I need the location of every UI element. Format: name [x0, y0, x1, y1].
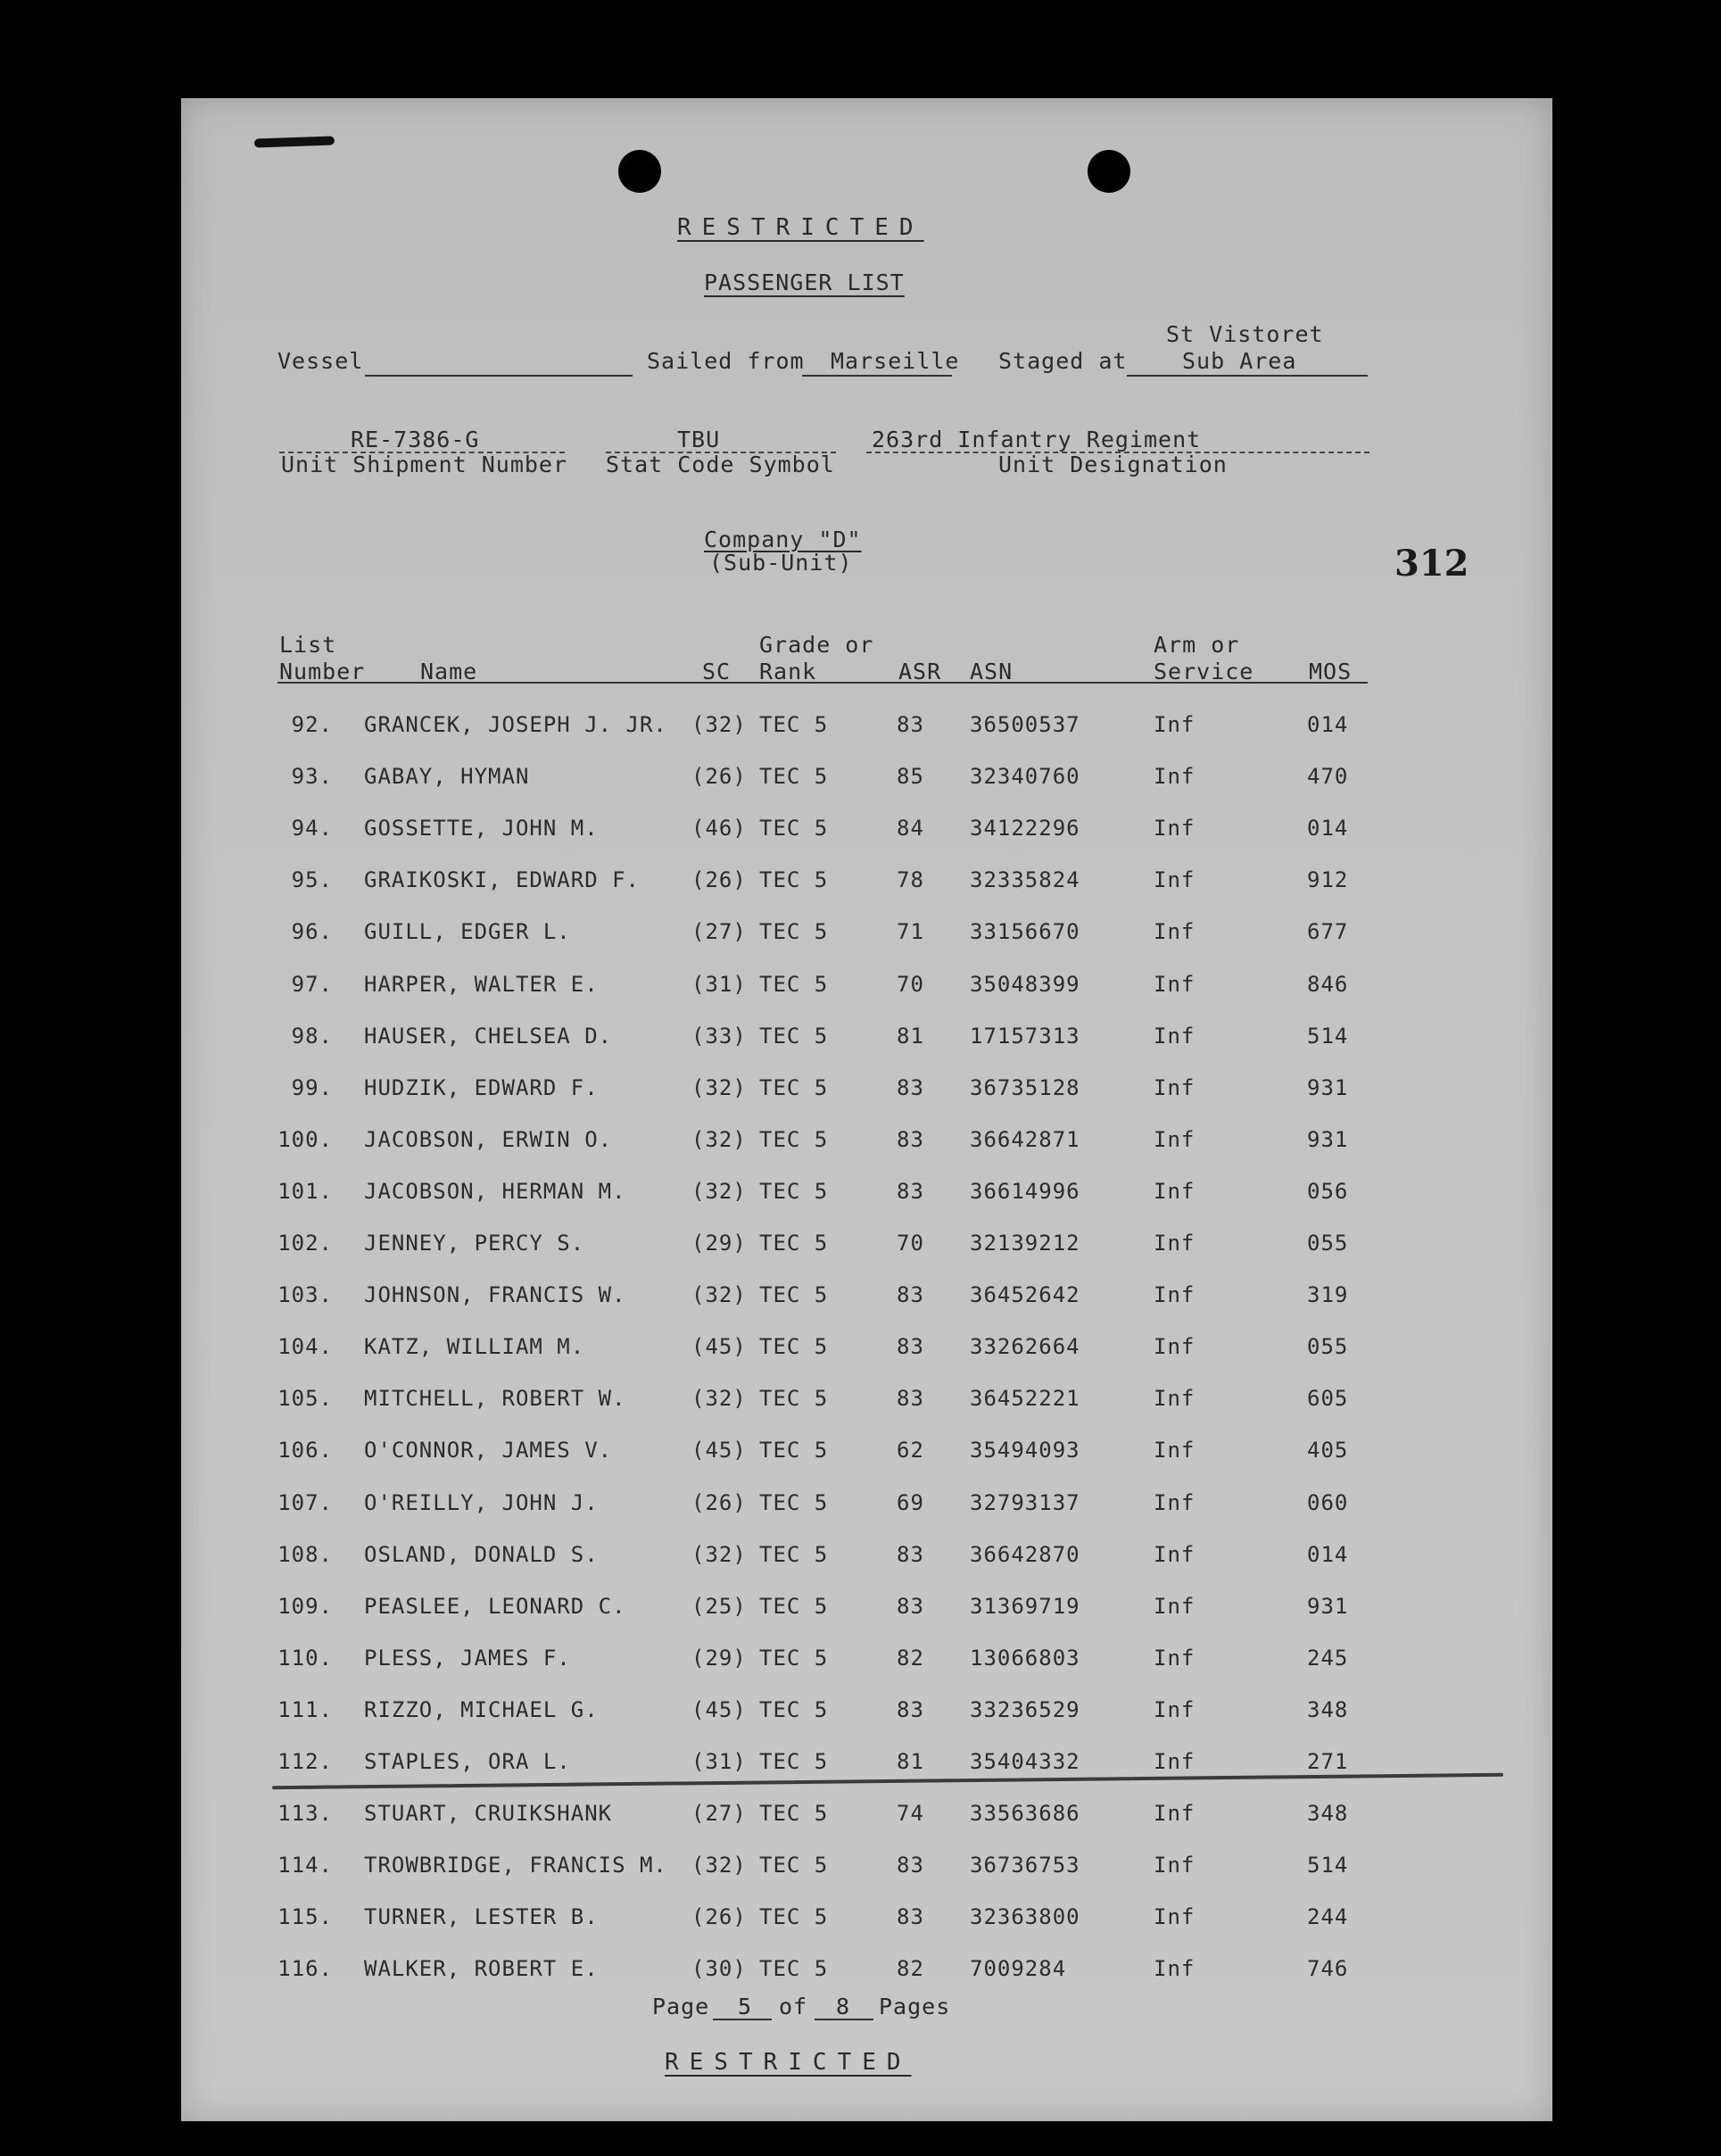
- list-number-cell: 115.: [277, 1904, 333, 1930]
- mos-cell: 470: [1307, 764, 1349, 790]
- asn-cell: 36452642: [970, 1282, 1080, 1308]
- ink-smudge: [254, 136, 335, 147]
- arm-service-cell: Inf: [1154, 1438, 1196, 1464]
- footer-page-total-line: [815, 2019, 873, 2020]
- list-number-cell: 108.: [277, 1541, 333, 1567]
- grade-cell: TEC 5: [759, 1178, 829, 1204]
- sc-code-cell: (25): [691, 1593, 747, 1619]
- grade-cell: TEC 5: [759, 1282, 829, 1308]
- sc-code-cell: (32): [691, 1126, 747, 1152]
- column-header-list-line2: Number: [279, 659, 366, 684]
- asr-cell: 83: [897, 1593, 924, 1619]
- asr-cell: 82: [897, 1956, 924, 1982]
- staged-at-value-line1: St Vistoret: [1166, 321, 1324, 347]
- mos-cell: 056: [1307, 1178, 1349, 1204]
- asn-cell: 32793137: [970, 1489, 1080, 1515]
- passenger-name-cell: TURNER, LESTER B.: [364, 1904, 599, 1930]
- table-row: [181, 1075, 1552, 1111]
- passenger-name-cell: O'CONNOR, JAMES V.: [364, 1438, 613, 1464]
- column-header-mos: MOS: [1309, 659, 1353, 684]
- mos-cell: 846: [1307, 971, 1349, 997]
- arm-service-cell: Inf: [1154, 764, 1196, 790]
- grade-cell: TEC 5: [759, 1593, 829, 1619]
- sc-code-cell: (27): [691, 1801, 747, 1827]
- asn-cell: 36642870: [970, 1541, 1080, 1567]
- mos-cell: 060: [1307, 1489, 1349, 1515]
- column-header-list-line1: List: [279, 632, 337, 658]
- arm-service-cell: Inf: [1154, 1126, 1196, 1152]
- footer-page-current-line: [713, 2019, 772, 2020]
- mos-cell: 405: [1307, 1438, 1349, 1464]
- sc-code-cell: (26): [691, 1489, 747, 1515]
- grade-cell: TEC 5: [759, 1438, 829, 1464]
- asr-cell: 83: [897, 1904, 924, 1930]
- mos-cell: 348: [1307, 1696, 1349, 1722]
- arm-service-cell: Inf: [1154, 1489, 1196, 1515]
- sc-code-cell: (33): [691, 1023, 747, 1049]
- passenger-name-cell: JACOBSON, HERMAN M.: [364, 1178, 626, 1204]
- arm-service-cell: Inf: [1154, 1749, 1196, 1774]
- mos-cell: 677: [1307, 919, 1349, 945]
- grade-cell: TEC 5: [759, 867, 829, 893]
- asr-cell: 83: [897, 1282, 924, 1308]
- restricted-top-label: RESTRICTED: [677, 214, 924, 241]
- table-row: [181, 1904, 1552, 1940]
- sc-code-cell: (31): [691, 1749, 747, 1774]
- passenger-name-cell: GRANCEK, JOSEPH J. JR.: [364, 712, 667, 737]
- sc-code-cell: (32): [691, 1178, 747, 1204]
- sc-code-cell: (32): [691, 1541, 747, 1567]
- asn-cell: 35404332: [970, 1749, 1080, 1774]
- list-number-cell: 111.: [277, 1696, 333, 1722]
- footer-page-total: 8: [836, 1994, 851, 2019]
- asr-cell: 83: [897, 1541, 924, 1567]
- shipment-number-label: Unit Shipment Number: [281, 452, 568, 477]
- asr-cell: 70: [897, 1231, 924, 1256]
- asn-cell: 35048399: [970, 971, 1080, 997]
- code-symbol-value: TBU: [677, 427, 721, 452]
- mos-cell: 244: [1307, 1904, 1349, 1930]
- passenger-name-cell: WALKER, ROBERT E.: [364, 1956, 599, 1982]
- grade-cell: TEC 5: [759, 1696, 829, 1722]
- sc-code-cell: (29): [691, 1645, 747, 1671]
- grade-cell: TEC 5: [759, 764, 829, 790]
- asn-cell: 13066803: [970, 1645, 1080, 1671]
- list-number-cell: 107.: [277, 1489, 333, 1515]
- asr-cell: 62: [897, 1438, 924, 1464]
- passenger-name-cell: GOSSETTE, JOHN M.: [364, 816, 599, 842]
- grade-cell: TEC 5: [759, 1541, 829, 1567]
- passenger-name-cell: RIZZO, MICHAEL G.: [364, 1696, 599, 1722]
- list-number-cell: 94.: [291, 816, 333, 842]
- mos-cell: 746: [1307, 1956, 1349, 1982]
- asr-cell: 81: [897, 1023, 924, 1049]
- passenger-name-cell: TROWBRIDGE, FRANCIS M.: [364, 1853, 667, 1878]
- grade-cell: TEC 5: [759, 1489, 829, 1515]
- passenger-name-cell: HAUSER, CHELSEA D.: [364, 1023, 613, 1049]
- asn-cell: 36735128: [970, 1074, 1080, 1100]
- column-header-grade-line2: Rank: [759, 659, 817, 684]
- grade-cell: TEC 5: [759, 1749, 829, 1774]
- table-row: [181, 764, 1552, 800]
- unit-designation-value: 263rd Infantry Regiment: [872, 427, 1202, 452]
- table-row: [181, 1231, 1552, 1266]
- list-number-cell: 103.: [277, 1282, 333, 1308]
- list-number-cell: 93.: [291, 764, 333, 790]
- grade-cell: TEC 5: [759, 712, 829, 737]
- passenger-name-cell: O'REILLY, JOHN J.: [364, 1489, 599, 1515]
- asr-cell: 83: [897, 1178, 924, 1204]
- grade-cell: TEC 5: [759, 1853, 829, 1878]
- code-symbol-label: Stat Code Symbol: [606, 452, 835, 477]
- table-row: [181, 919, 1552, 955]
- asr-cell: 83: [897, 1696, 924, 1722]
- passenger-name-cell: PEASLEE, LEONARD C.: [364, 1593, 626, 1619]
- footer-of-label: of: [779, 1994, 808, 2019]
- column-header-asr: ASR: [898, 659, 942, 684]
- restricted-bottom-label: RESTRICTED: [665, 2049, 912, 2076]
- passenger-name-cell: PLESS, JAMES F.: [364, 1645, 571, 1671]
- asn-cell: 31369719: [970, 1593, 1080, 1619]
- list-number-cell: 95.: [291, 867, 333, 893]
- mos-cell: 931: [1307, 1593, 1349, 1619]
- table-row: [181, 1853, 1552, 1888]
- asn-cell: 33236529: [970, 1696, 1080, 1722]
- passenger-name-cell: OSLAND, DONALD S.: [364, 1541, 599, 1567]
- asr-cell: 85: [897, 764, 924, 790]
- table-row: [181, 1594, 1552, 1629]
- mos-cell: 931: [1307, 1074, 1349, 1100]
- list-number-cell: 104.: [277, 1334, 333, 1360]
- sailed-from-label: Sailed from: [647, 348, 805, 374]
- sc-code-cell: (45): [691, 1438, 747, 1464]
- arm-service-cell: Inf: [1154, 971, 1196, 997]
- arm-service-cell: Inf: [1154, 1593, 1196, 1619]
- arm-service-cell: Inf: [1154, 1178, 1196, 1204]
- grade-cell: TEC 5: [759, 1023, 829, 1049]
- grade-cell: TEC 5: [759, 971, 829, 997]
- asn-cell: 36614996: [970, 1178, 1080, 1204]
- table-row: [181, 1490, 1552, 1526]
- footer-page-current: 5: [738, 1994, 753, 2019]
- column-header-sc: SC: [702, 659, 732, 684]
- sc-code-cell: (29): [691, 1231, 747, 1256]
- list-number-cell: 100.: [277, 1126, 333, 1152]
- grade-cell: TEC 5: [759, 1801, 829, 1827]
- arm-service-cell: Inf: [1154, 1541, 1196, 1567]
- mos-cell: 348: [1307, 1801, 1349, 1827]
- sc-code-cell: (45): [691, 1696, 747, 1722]
- sc-code-cell: (32): [691, 1074, 747, 1100]
- asr-cell: 69: [897, 1489, 924, 1515]
- vessel-label: Vessel: [277, 348, 364, 374]
- mos-cell: 931: [1307, 1126, 1349, 1152]
- grade-cell: TEC 5: [759, 1645, 829, 1671]
- list-number-cell: 96.: [291, 919, 333, 945]
- arm-service-cell: Inf: [1154, 1023, 1196, 1049]
- sc-code-cell: (32): [691, 1282, 747, 1308]
- grade-cell: TEC 5: [759, 1904, 829, 1930]
- sc-code-cell: (32): [691, 712, 747, 737]
- arm-service-cell: Inf: [1154, 1231, 1196, 1256]
- list-number-cell: 106.: [277, 1438, 333, 1464]
- asn-cell: 32340760: [970, 764, 1080, 790]
- grade-cell: TEC 5: [759, 1386, 829, 1412]
- passenger-name-cell: MITCHELL, ROBERT W.: [364, 1386, 626, 1412]
- unit-designation-label: Unit Designation: [998, 452, 1228, 477]
- sc-code-cell: (27): [691, 919, 747, 945]
- table-row: [181, 1334, 1552, 1370]
- passenger-name-cell: HARPER, WALTER E.: [364, 971, 599, 997]
- staged-at-field: [1127, 375, 1368, 377]
- asr-cell: 70: [897, 971, 924, 997]
- passenger-name-cell: STUART, CRUIKSHANK: [364, 1801, 613, 1827]
- document-title: PASSENGER LIST: [704, 270, 905, 295]
- column-header-arm-line2: Service: [1154, 659, 1254, 684]
- table-row: [181, 1438, 1552, 1473]
- asn-cell: 34122296: [970, 816, 1080, 842]
- sc-code-cell: (46): [691, 816, 747, 842]
- asr-cell: 83: [897, 1334, 924, 1360]
- asn-cell: 36500537: [970, 712, 1080, 737]
- asn-cell: 32335824: [970, 867, 1080, 893]
- passenger-name-cell: STAPLES, ORA L.: [364, 1749, 571, 1774]
- list-number-cell: 113.: [277, 1801, 333, 1827]
- table-row: [181, 1386, 1552, 1422]
- arm-service-cell: Inf: [1154, 1334, 1196, 1360]
- asr-cell: 83: [897, 1853, 924, 1878]
- asn-cell: 7009284: [970, 1956, 1067, 1982]
- vessel-field: [365, 375, 633, 377]
- list-number-cell: 97.: [291, 971, 333, 997]
- passenger-name-cell: JOHNSON, FRANCIS W.: [364, 1282, 626, 1308]
- arm-service-cell: Inf: [1154, 816, 1196, 842]
- asr-cell: 83: [897, 1386, 924, 1412]
- mos-cell: 319: [1307, 1282, 1349, 1308]
- mos-cell: 514: [1307, 1853, 1349, 1878]
- sailed-from-value: Marseille: [831, 348, 960, 374]
- table-row: [181, 1127, 1552, 1163]
- arm-service-cell: Inf: [1154, 919, 1196, 945]
- table-row: [181, 1697, 1552, 1733]
- list-number-cell: 116.: [277, 1956, 333, 1982]
- passenger-name-cell: GRAIKOSKI, EDWARD F.: [364, 867, 640, 893]
- table-row: [181, 972, 1552, 1008]
- arm-service-cell: Inf: [1154, 1282, 1196, 1308]
- table-row: [181, 1646, 1552, 1681]
- mos-cell: 055: [1307, 1231, 1349, 1256]
- sc-code-cell: (31): [691, 971, 747, 997]
- list-number-cell: 112.: [277, 1749, 333, 1774]
- mos-cell: 014: [1307, 1541, 1349, 1567]
- asn-cell: 33262664: [970, 1334, 1080, 1360]
- grade-cell: TEC 5: [759, 1231, 829, 1256]
- asn-cell: 35494093: [970, 1438, 1080, 1464]
- grade-cell: TEC 5: [759, 1956, 829, 1982]
- shipment-number-value: RE-7386-G: [351, 427, 480, 452]
- arm-service-cell: Inf: [1154, 867, 1196, 893]
- arm-service-cell: Inf: [1154, 1853, 1196, 1878]
- passenger-name-cell: KATZ, WILLIAM M.: [364, 1334, 585, 1360]
- arm-service-cell: Inf: [1154, 1074, 1196, 1100]
- asr-cell: 82: [897, 1645, 924, 1671]
- mos-cell: 014: [1307, 816, 1349, 842]
- passenger-name-cell: HUDZIK, EDWARD F.: [364, 1074, 599, 1100]
- asr-cell: 83: [897, 1126, 924, 1152]
- column-header-name: Name: [420, 659, 478, 684]
- table-row: [181, 1801, 1552, 1837]
- sc-code-cell: (26): [691, 764, 747, 790]
- list-number-cell: 110.: [277, 1645, 333, 1671]
- mos-cell: 014: [1307, 712, 1349, 737]
- asn-cell: 36452221: [970, 1386, 1080, 1412]
- arm-service-cell: Inf: [1154, 1386, 1196, 1412]
- grade-cell: TEC 5: [759, 1334, 829, 1360]
- asr-cell: 84: [897, 816, 924, 842]
- sc-code-cell: (26): [691, 867, 747, 893]
- list-number-cell: 102.: [277, 1231, 333, 1256]
- asn-cell: 36736753: [970, 1853, 1080, 1878]
- mos-cell: 245: [1307, 1645, 1349, 1671]
- passenger-name-cell: JACOBSON, ERWIN O.: [364, 1126, 613, 1152]
- passenger-name-cell: GUILL, EDGER L.: [364, 919, 571, 945]
- list-number-cell: 92.: [291, 712, 333, 737]
- list-number-cell: 109.: [277, 1593, 333, 1619]
- mos-cell: 514: [1307, 1023, 1349, 1049]
- table-row: [181, 816, 1552, 851]
- column-header-rule: [277, 682, 1368, 684]
- asn-cell: 32139212: [970, 1231, 1080, 1256]
- asr-cell: 74: [897, 1801, 924, 1827]
- asr-cell: 83: [897, 712, 924, 737]
- table-row: [181, 1179, 1552, 1215]
- sc-code-cell: (32): [691, 1386, 747, 1412]
- table-row: [181, 712, 1552, 748]
- table-row: [181, 1542, 1552, 1578]
- arm-service-cell: Inf: [1154, 1956, 1196, 1982]
- page-number: 312: [1394, 543, 1469, 585]
- punch-hole-left: [618, 150, 661, 193]
- list-number-cell: 99.: [291, 1074, 333, 1100]
- asr-cell: 83: [897, 1074, 924, 1100]
- staged-at-label: Staged at: [998, 348, 1128, 374]
- column-header-asn: ASN: [970, 659, 1014, 684]
- sub-unit-value: Company "D": [704, 527, 862, 552]
- asn-cell: 33563686: [970, 1801, 1080, 1827]
- sub-unit-label: (Sub-Unit): [709, 550, 853, 576]
- grade-cell: TEC 5: [759, 919, 829, 945]
- staged-at-value-line2: Sub Area: [1182, 348, 1297, 374]
- table-row: [181, 1282, 1552, 1318]
- asn-cell: 36642871: [970, 1126, 1080, 1152]
- list-number-cell: 101.: [277, 1178, 333, 1204]
- arm-service-cell: Inf: [1154, 1645, 1196, 1671]
- sc-code-cell: (32): [691, 1853, 747, 1878]
- footer-page-label: Page: [652, 1994, 710, 2019]
- asn-cell: 33156670: [970, 919, 1080, 945]
- asr-cell: 71: [897, 919, 924, 945]
- list-number-cell: 98.: [291, 1023, 333, 1049]
- arm-service-cell: Inf: [1154, 1801, 1196, 1827]
- passenger-name-cell: GABAY, HYMAN: [364, 764, 530, 790]
- arm-service-cell: Inf: [1154, 712, 1196, 737]
- sc-code-cell: (26): [691, 1904, 747, 1930]
- mos-cell: 912: [1307, 867, 1349, 893]
- sc-code-cell: (45): [691, 1334, 747, 1360]
- asr-cell: 78: [897, 867, 924, 893]
- asn-cell: 32363800: [970, 1904, 1080, 1930]
- grade-cell: TEC 5: [759, 1126, 829, 1152]
- table-row: [181, 1024, 1552, 1059]
- passenger-name-cell: JENNEY, PERCY S.: [364, 1231, 585, 1256]
- arm-service-cell: Inf: [1154, 1904, 1196, 1930]
- column-header-grade-line1: Grade or: [759, 632, 874, 658]
- document-page: [181, 98, 1552, 2121]
- sc-code-cell: (30): [691, 1956, 747, 1982]
- list-number-cell: 105.: [277, 1386, 333, 1412]
- grade-cell: TEC 5: [759, 1074, 829, 1100]
- sailed-from-field: [802, 375, 952, 377]
- column-header-arm-line1: Arm or: [1154, 632, 1240, 658]
- grade-cell: TEC 5: [759, 816, 829, 842]
- punch-hole-right: [1088, 150, 1130, 193]
- asr-cell: 81: [897, 1749, 924, 1774]
- asn-cell: 17157313: [970, 1023, 1080, 1049]
- arm-service-cell: Inf: [1154, 1696, 1196, 1722]
- mos-cell: 271: [1307, 1749, 1349, 1774]
- list-number-cell: 114.: [277, 1853, 333, 1878]
- mos-cell: 055: [1307, 1334, 1349, 1360]
- mos-cell: 605: [1307, 1386, 1349, 1412]
- table-row: [181, 867, 1552, 903]
- footer-pages-label: Pages: [879, 1994, 951, 2019]
- table-row: [181, 1956, 1552, 1992]
